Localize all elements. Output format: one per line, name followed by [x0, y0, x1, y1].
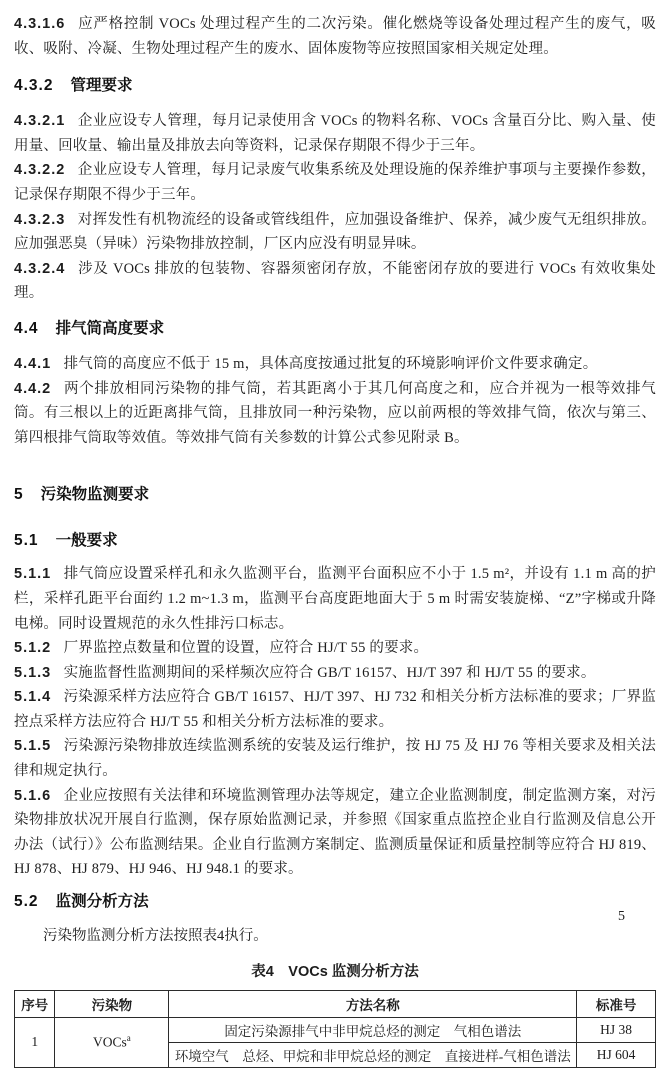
section-heading-5-1	[14, 530, 656, 551]
clause-number: 5.1.1	[14, 566, 52, 583]
section-heading-5-2	[14, 891, 656, 912]
clause-4-4-2	[14, 377, 656, 451]
clause-5-1-2	[14, 636, 656, 661]
clause-number: 4.4.1	[14, 355, 52, 372]
cell-method-name: 环境空气 总烃、甲烷和非甲烷总烃的测定 直接进样-气相色谱法	[169, 1042, 577, 1067]
clause-number: 4.4.2	[14, 380, 52, 397]
clause-5-1-6	[14, 784, 656, 882]
clause-number: 5.1.3	[14, 664, 52, 681]
clause-text: 排气筒的高度应不低于 15 m，具体高度按通过批复的环境影响评价文件要求确定。	[63, 355, 598, 372]
cell-pollutant	[55, 1017, 169, 1067]
clause-5-1-4	[14, 685, 656, 734]
clause-number: 4.3.2.1	[14, 113, 66, 130]
column-header-pollutant: 污染物	[55, 990, 169, 1017]
clause-text: 厂界监控点数量和位置的设置，应符合 HJ/T 55 的要求。	[63, 640, 429, 657]
heading-text: 管理要求	[70, 77, 133, 95]
clause-5-1-3	[14, 661, 656, 686]
cell-standard-number: HJ 604	[577, 1042, 656, 1067]
clause-text: 对挥发性有机物流经的设备或管线组件，应加强设备维护、保养，减少废气无组织排放。应加强恶臭（异味）污染物排放控制，厂区内应没有明显异味。	[14, 211, 656, 253]
section-heading-4-3-2	[14, 75, 656, 96]
section-heading-5	[14, 484, 656, 505]
heading-text: 排气筒高度要求	[55, 319, 165, 337]
clause-text: 应严格控制 VOCs 处理过程产生的二次污染。催化燃烧等设备处理过程产生的废气，吸收、吸附、冷凝、生物处理过程产生的废水、固体废物等应按照国家相关规定处理。	[14, 16, 656, 57]
page-number: 5	[618, 909, 625, 924]
voc-monitoring-methods-table	[14, 990, 656, 1068]
table-intro-paragraph: 污染物监测分析方法按照表4执行。	[43, 928, 268, 945]
cell-seq: 1	[15, 1017, 55, 1067]
clause-text: 企业应设专人管理，每月记录使用含 VOCs 的物料名称、VOCs 含量百分比、购入量、使用量、回收量、输出量及排放去向等资料，记录保存期限不得少于三年。	[14, 113, 656, 154]
clause-number: 4.3.2.4	[14, 260, 66, 277]
clause-text: 涉及 VOCs 排放的包装物、容器须密闭存放，不能密闭存放的要进行 VOCs 有效收集处理。	[14, 260, 656, 302]
heading-text: 污染物监测要求	[40, 486, 150, 504]
clause-5-1-1	[14, 562, 656, 636]
cell-standard-number: HJ 38	[577, 1017, 656, 1042]
clause-text: 企业应按照有关法律和环境监测管理办法等规定，建立企业监测制度，制定监测方案，对污染物排放状况开展自行监测，保存原始监测记录，并参照《国家重点监控企业自行监测及信息公开办法（试行）》公布监测结果。企业自行监测方案制定、监测质量保证和质量控制等应符合 HJ 819、HJ 878、HJ 879、HJ 946、HJ 948.1 的要求。	[14, 787, 656, 878]
clause-text: 实施监督性监测期间的采样频次应符合 GB/T 16157、HJ/T 397 和 HJ/T 55 的要求。	[63, 664, 596, 681]
table-header-row	[15, 990, 656, 1017]
clause-number: 5.1.2	[14, 640, 52, 657]
clause-number: 4.3.2.2	[14, 162, 66, 179]
column-header-method: 方法名称	[169, 990, 577, 1017]
table-caption: 表4 VOCs 监测分析方法	[251, 963, 419, 980]
clause-number: 5.1.4	[14, 689, 52, 706]
column-header-seq: 序号	[15, 990, 55, 1017]
heading-text: 监测分析方法	[55, 893, 149, 911]
section-heading-4-4	[14, 318, 656, 339]
heading-number: 4.3.2	[14, 77, 54, 95]
clause-4-3-2-1	[14, 109, 656, 158]
column-header-standard: 标准号	[577, 990, 656, 1017]
heading-number: 5.2	[14, 893, 39, 911]
clause-text: 两个排放相同污染物的排气筒，若其距离小于其几何高度之和，应合并视为一根等效排气筒。有三根以上的近距离排气筒，且排放同一种污染物，应以前两根的等效排气筒，依次与第三、第四根排气筒取等效值。等效排气筒有关参数的计算公式参见附录 B。	[14, 380, 656, 446]
heading-number: 4.4	[14, 319, 39, 337]
clause-number: 5.1.5	[14, 738, 52, 755]
pollutant-name: VOCs	[93, 1034, 127, 1050]
clause-5-1-5	[14, 734, 656, 783]
clause-text: 排气筒应设置采样孔和永久监测平台，监测平台面积应不小于 1.5 m²，并设有 1.1 m 高的护栏，采样孔距平台面约 1.2 m~1.3 m，监测平台高度距地面大于 5 m 时需安装旋梯、“Z”字梯或升降电梯。同时设置规范的永久性排污口标志。	[14, 566, 656, 632]
clause-number: 4.3.2.3	[14, 211, 66, 228]
clause-number: 4.3.1.6	[14, 16, 66, 32]
clause-4-3-2-4	[14, 257, 656, 306]
heading-text: 一般要求	[55, 532, 118, 550]
pollutant-footnote-marker: a	[126, 1033, 131, 1044]
clause-4-4-1	[14, 352, 656, 377]
clause-text: 污染源污染物排放连续监测系统的安装及运行维护，按 HJ 75 及 HJ 76 等相关要求及相关法律和规定执行。	[14, 738, 656, 780]
heading-number: 5	[14, 486, 24, 504]
clause-4-3-2-3	[14, 208, 656, 257]
table-row	[15, 1017, 656, 1042]
heading-number: 5.1	[14, 532, 39, 550]
clause-number: 5.1.6	[14, 787, 52, 804]
clause-4-3-1-6	[14, 12, 656, 61]
clause-text: 污染源采样方法应符合 GB/T 16157、HJ/T 397、HJ 732 和相关分析方法标准的要求；厂界监控点采样方法应符合 HJ/T 55 和相关分析方法标准的要求。	[14, 689, 656, 730]
clause-text: 企业应设专人管理，每月记录废气收集系统及处理设施的保养维护事项与主要操作参数，记录保存期限不得少于三年。	[14, 162, 656, 203]
cell-method-name: 固定污染源排气中非甲烷总烃的测定 气相色谱法	[169, 1017, 577, 1042]
clause-4-3-2-2	[14, 158, 656, 207]
